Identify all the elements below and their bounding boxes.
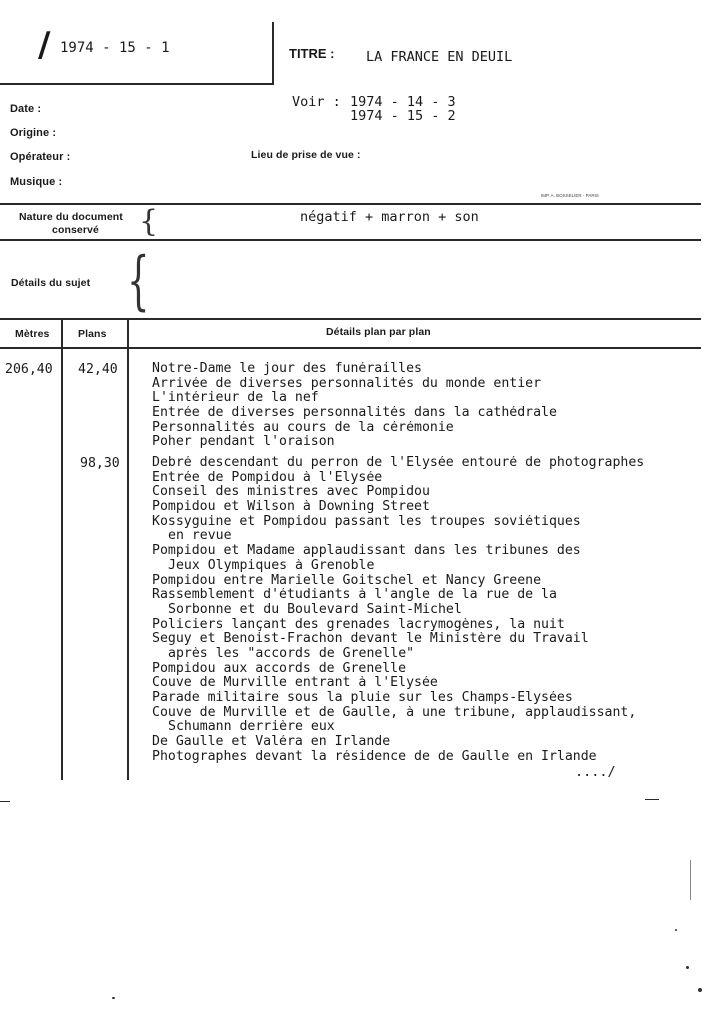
nature-label-line2: conservé	[52, 224, 99, 236]
shot-entry: Couve de Murville et de Gaulle, à une tribune, applaudissant,	[152, 705, 637, 720]
scan-speck	[112, 997, 115, 999]
musique-label: Musique :	[10, 176, 63, 188]
operateur-label: Opérateur :	[10, 151, 71, 163]
lieu-label: Lieu de prise de vue :	[251, 149, 361, 161]
shot-entry: Pompidou entre Marielle Goitschel et Nancy Greene	[152, 573, 542, 588]
voir-ref-1: 1974 - 14 - 3	[350, 94, 456, 110]
shot-entry: Photographes devant la résidence de de Gaulle en Irlande	[152, 749, 597, 764]
shot-entry: Pompidou et Madame applaudissant dans les tribunes des	[152, 544, 581, 559]
shot-entry-continuation: après les "accords de Grenelle"	[168, 646, 415, 661]
shot-entry: L'intérieur de la nef	[152, 391, 319, 406]
scan-speck	[675, 929, 677, 931]
shot-entry: Policiers lançant des grenades lacrymogènes, la nuit	[152, 617, 565, 632]
nature-top-rule	[0, 203, 701, 205]
shot-entry-continuation: en revue	[168, 529, 232, 544]
nature-bottom-rule	[0, 239, 701, 241]
table-header-rule	[0, 347, 701, 349]
shot-entry-continuation: Jeux Olympiques à Grenoble	[168, 558, 375, 573]
plans-value-2: 98,30	[80, 456, 120, 471]
col-header-details: Détails plan par plan	[326, 326, 431, 338]
details-sujet-label: Détails du sujet	[11, 277, 91, 289]
col-header-metres: Mètres	[15, 328, 50, 340]
col-rule-metres	[61, 320, 63, 780]
shot-entry: De Gaulle et Valéra en Irlande	[152, 735, 391, 750]
shot-entry: Seguy et Benoist-Frachon devant le Ministère du Travail	[152, 632, 589, 647]
nature-value: négatif + marron + son	[300, 209, 479, 225]
voir-ref-2: 1974 - 15 - 2	[350, 108, 456, 124]
shot-entry: Couve de Murville entrant à l'Elysée	[152, 676, 438, 691]
origine-label: Origine :	[10, 127, 57, 139]
shot-entry: Personnalités au cours de la cérémonie	[152, 420, 454, 435]
metres-value: 206,40	[5, 362, 53, 377]
titre-value: LA FRANCE EN DEUIL	[366, 49, 513, 65]
shot-entry: Rassemblement d'étudiants à l'angle de la rue de la	[152, 588, 557, 603]
shot-entry: Conseil des ministres avec Pompidou	[152, 485, 430, 500]
header-box-bottom-rule	[0, 83, 274, 85]
nature-label-line1: Nature du document	[19, 211, 123, 223]
date-label: Date :	[10, 103, 42, 115]
nature-brace: {	[139, 204, 159, 239]
shot-entry: Kossyguine et Pompidou passant les troupes soviétiques	[152, 514, 581, 529]
shot-entry: Entrée de Pompidou à l'Elysée	[152, 470, 383, 485]
shot-entry: Poher pendant l'oraison	[152, 435, 335, 450]
continuation-mark: ..../	[575, 764, 616, 780]
shot-entry: Parade militaire sous la pluie sur les Champs-Elysées	[152, 691, 573, 705]
scan-edge-mark-right	[645, 799, 659, 800]
shot-list-group-1	[152, 362, 708, 450]
titre-label: TITRE :	[289, 46, 335, 61]
shot-entry: Pompidou aux accords de Grenelle	[152, 661, 407, 676]
scan-edge-mark-vertical	[690, 860, 691, 900]
document-number: 1974 - 15 - 1	[60, 40, 170, 56]
col-rule-plans	[127, 320, 129, 780]
scan-speck	[698, 988, 702, 992]
plans-value-1: 42,40	[78, 362, 118, 377]
scan-edge-mark-left	[0, 801, 10, 802]
details-bottom-rule	[0, 318, 701, 320]
shot-entry: Entrée de diverses personnalités dans la cathédrale	[152, 406, 557, 421]
col-header-plans: Plans	[78, 328, 107, 340]
shot-list-group-2	[152, 456, 708, 764]
scan-speck	[686, 966, 689, 969]
shot-entry: Pompidou et Wilson à Downing Street	[152, 500, 430, 515]
shot-entry: Debré descendant du perron de l'Elysée entouré de photographes	[152, 456, 645, 470]
header-box-vertical-rule	[272, 22, 274, 84]
shot-entry-continuation: Sorbonne et du Boulevard Saint-Michel	[168, 602, 462, 617]
voir-label: Voir :	[292, 94, 341, 110]
printer-mark: IMP. A. BOSSELIER - PARIS	[541, 193, 599, 198]
handwritten-mark: /	[38, 25, 51, 65]
shot-entry: Notre-Dame le jour des funérailles	[152, 362, 422, 376]
shot-entry-continuation: Schumann derrière eux	[168, 720, 335, 735]
details-sujet-brace: {	[127, 244, 150, 318]
shot-entry: Arrivée de diverses personnalités du monde entier	[152, 376, 542, 391]
